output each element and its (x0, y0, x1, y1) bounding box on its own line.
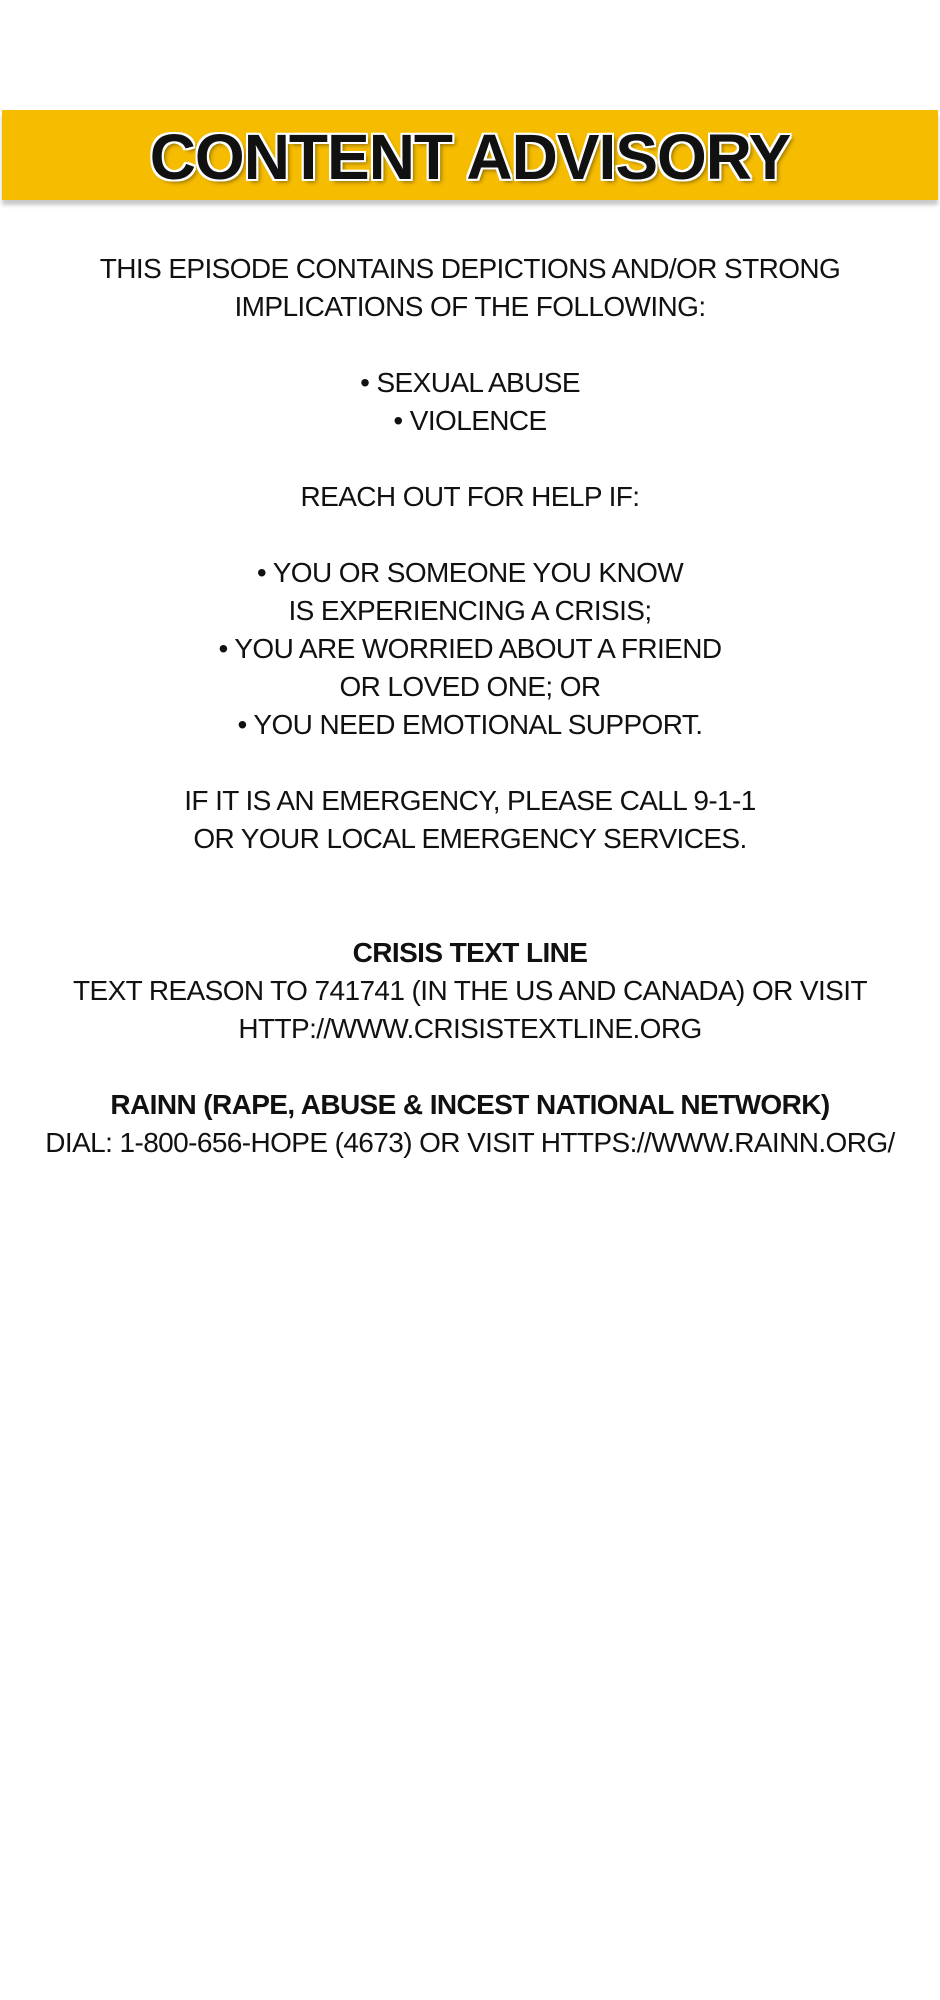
crisis-text-line-instructions: TEXT REASON TO 741741 (IN THE US AND CANADA) OR VISIT (73, 975, 867, 1006)
banner-title: CONTENT ADVISORY (149, 121, 791, 193)
reach-out-heading: REACH OUT FOR HELP IF: (300, 481, 640, 512)
reach-out-line: • YOU ARE WORRIED ABOUT A FRIEND (218, 633, 722, 664)
intro-line-1: THIS EPISODE CONTAINS DEPICTIONS AND/OR STRONG (99, 253, 841, 284)
crisis-text-line-url: HTTP://WWW.CRISISTEXTLINE.ORG (238, 1013, 702, 1044)
content-advisory-banner (2, 110, 938, 200)
reach-out-line: IS EXPERIENCING A CRISIS; (288, 595, 652, 626)
topic-item: • VIOLENCE (393, 405, 547, 436)
intro-line-2: IMPLICATIONS OF THE FOLLOWING: (234, 291, 706, 322)
crisis-text-line-name: CRISIS TEXT LINE (352, 937, 588, 968)
rainn-instructions: DIAL: 1-800-656-HOPE (4673) OR VISIT HTTPS://WWW.RAINN.ORG/ (45, 1127, 895, 1158)
reach-out-line: • YOU OR SOMEONE YOU KNOW (256, 557, 684, 588)
reach-out-line: • YOU NEED EMOTIONAL SUPPORT. (237, 709, 703, 740)
emergency-line-1: IF IT IS AN EMERGENCY, PLEASE CALL 9-1-1 (184, 785, 756, 816)
advisory-body (0, 250, 940, 1162)
reach-out-line: OR LOVED ONE; OR (339, 671, 601, 702)
topic-item: • SEXUAL ABUSE (360, 367, 580, 398)
rainn-name: RAINN (RAPE, ABUSE & INCEST NATIONAL NETWORK) (110, 1089, 830, 1120)
emergency-line-2: OR YOUR LOCAL EMERGENCY SERVICES. (193, 823, 747, 854)
